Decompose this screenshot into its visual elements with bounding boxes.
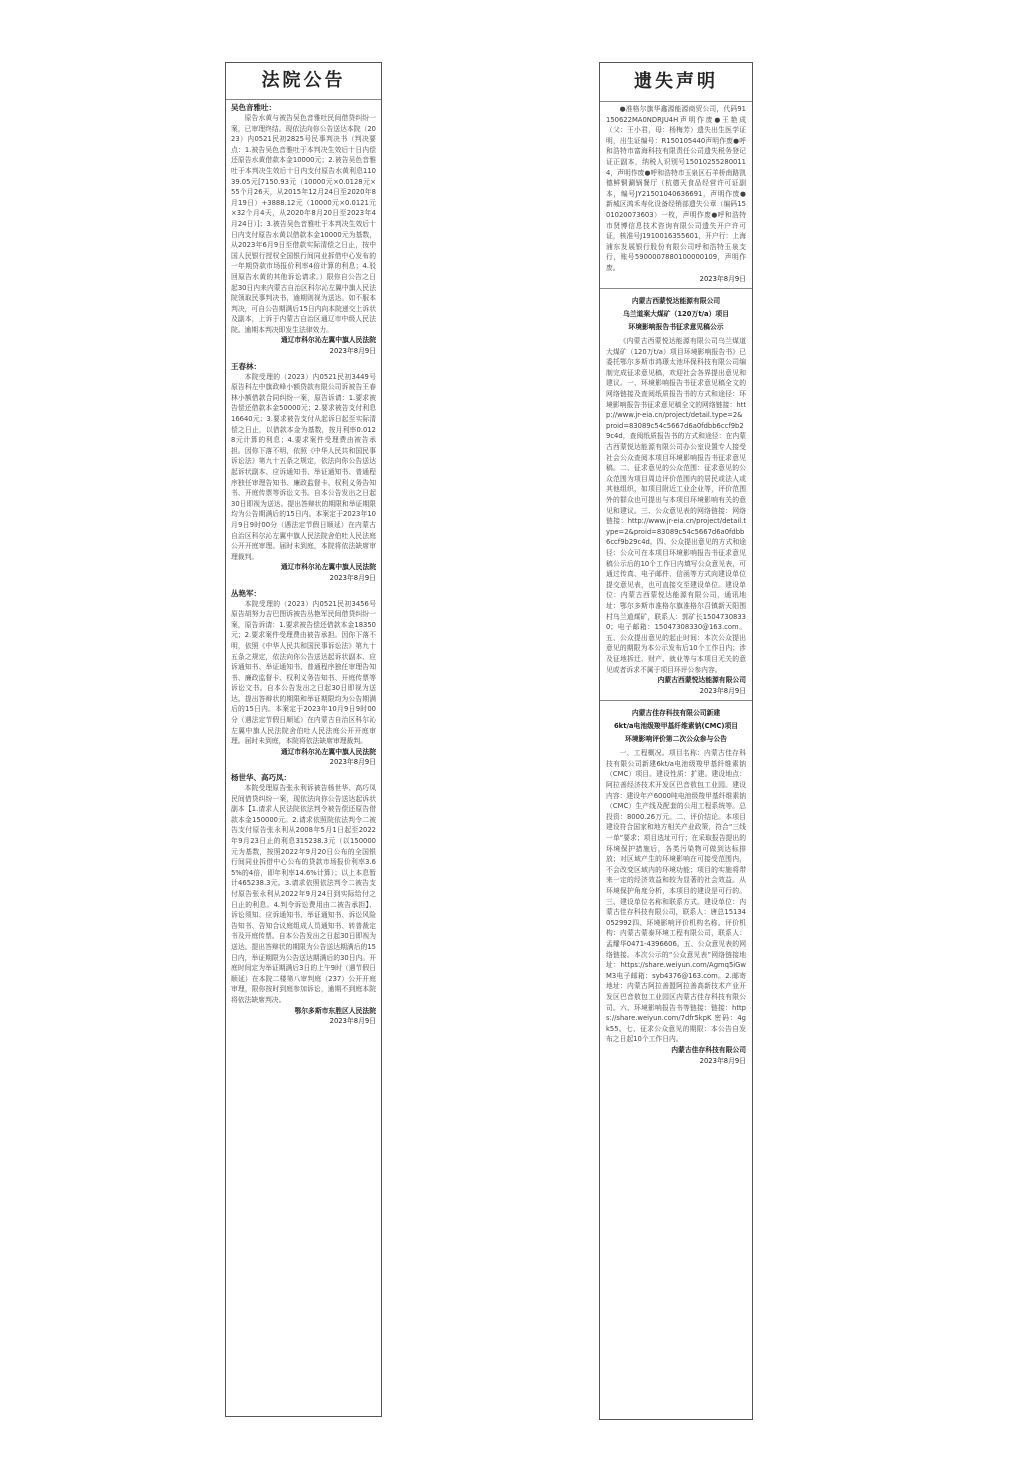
notice-addressee: 王春林： xyxy=(231,361,261,371)
eia-notice-header xyxy=(606,701,746,748)
notice-addressee: 杨世华、高巧凤： xyxy=(231,773,291,783)
eia-header-line: 环境影响评价第二次公众参与公告 xyxy=(625,735,727,744)
court-notice xyxy=(231,589,376,771)
loss-statement-title: 遗失声明 xyxy=(600,63,752,102)
eia-notice-section xyxy=(600,701,752,1070)
eia-notice-signer: 内蒙古佳存科技有限公司 xyxy=(671,1045,746,1054)
loss-statement-section xyxy=(600,63,752,289)
eia-notice-section xyxy=(600,289,752,701)
notice-body: 本院受理的（2023）内0521民初3456号原告胡努力吉巴图诉被告丛艳军民间借贷纠纷一案，原告诉请：1.要求被告偿还借款本金18350元；2.要求案件受理费由被告承担。因你下落不明，依照《中华人民共和国民事诉讼法》第九十五条之规定，依法向你公告送达起诉状副本、应诉通知书、举证通知书、普通程序独任审理告知书、廉政监督卡、权利义务告知书、开庭传票等诉讼文书。自本公告发出之日起30日即视为送达。提出答辩状的期限和举证期限均为公告期满后的15日内。本案定于2023年10月9日9时00分（遇法定节假日顺延）在内蒙古自治区科尔沁左翼中旗人民法院舍伯吐人民法庭公开开庭审理。届时未到庭，本院将依法缺席审理裁判。 xyxy=(231,599,376,746)
loss-statement-date: 2023年8月9日 xyxy=(699,274,746,283)
loss-statement-body: ●准格尔旗华鑫源能源商贸公司，代码91150622MA0NDRJU4H声明作废●王艳成（父：王小君，母：杨梅芳）遗失出生医学证明，出生证编号：R150105440声明作废●呼和浩特市富海科技有限责任公司遗失税务登记证正副本，纳税人识别号150102552800114，声明作废●呼和浩特市玉泉区石羊桥南路凯德鲜铜涮锅餐厅（杭德天食品经营许可证副本，编号JY21501040636691，声明作废●新城区鸿禾寿化设备经销部遗失公章（编码1501020073603）一枚，声明作废●呼和浩特市贤博信息技术咨询有限公司遗失开户许可证，核准号J1910016355601，开户行：上海浦东发展银行股份有限公司呼和浩特玉泉支行，账号5900007880100000109，声明作废。 xyxy=(606,105,746,272)
notice-addressee: 丛艳军： xyxy=(231,588,261,598)
notice-body: 本院受理的（2023）内0521民初3449号原告科左中旗政峰小额贷款有限公司诉被告王春林小额借款合同纠纷一案，原告诉请：1.要求被告偿还借款本金50000元；2.要求被告支付利息16640元；3.要求被告支付从起诉日起至实际清偿之日止，以借款本金为基数，按月利率0.0128元计算的利息；4.要求案件受理费由被告承担。因你下落不明，依照《中华人民共和国民事诉讼法》第九十五条之规定，依法向你公告送达起诉状副本、应诉通知书、举证通知书、普通程序独任审理告知书、廉政监督卡、权利义务告知书、开庭传票等诉讼文书。自本公告发出之日起30日即视为送达。提出答辩状的期限和举证期限均为公告期满后的15日内。本案定于2023年10月9日9时00分（遇法定节假日顺延）在内蒙古自治区科尔沁左翼中旗人民法院舍伯吐人民法庭公开开庭审理。届时未到庭，本院将依法缺席审理裁判。 xyxy=(231,372,376,561)
notice-signer: 鄂尔多斯市东胜区人民法院 xyxy=(294,1006,376,1015)
notice-body: 本院受理原告张永利诉被告杨世华、高巧凤民间借贷纠纷一案，现依法向你公告送达起诉状副本【1.请求人民法院依法判令被告偿还原告借款本金150000元。2.请求依照院依法判令二被告支付原告张永利从2008年5月1日起至2022年9月23日止的利息315238.3元（以150000元为基数，按照2022年9月20日公布的全国银行间同业拆借中心公布的贷款市场报价利率3.65%的4倍，即年利率14.6%计算）；以上本息暂计465238.3元。3.请求依照依法判令二被告支付原告张永利从2022年9月24日到实际给付之日止的利息。4.判令诉讼费用由二被告承担】、诉讼须知、应诉通知书、举证通知书、诉讼风险告知书、告知合议庭组成人员通知书、转普裁定书及开庭传票。自本公告发出之日起30日即视为送达。提出答辩状的期限为公告送达期满后的15日内，举证期限为公告送达期满后的30日内。开庭时间定为举证期满后3日的上午9时（遇节假日顺延）在本院二楼第八审判庭（237）公开开庭审理，限你按时到庭参加诉讼，逾期不到庭本院将依法缺席判决。 xyxy=(231,784,376,1004)
notice-date: 2023年8月9日 xyxy=(329,573,376,582)
eia-header-line: 环境影响报告书征求意见稿公示 xyxy=(628,323,724,332)
notice-date: 2023年8月9日 xyxy=(329,347,376,356)
court-announcement-title: 法院公告 xyxy=(226,63,381,100)
court-notice xyxy=(231,773,376,1029)
court-notice xyxy=(231,103,376,359)
eia-notice-signer: 内蒙古西蒙悦达能源有限公司 xyxy=(657,676,746,685)
eia-header-line: 6kt/a电池级羧甲基纤维素钠(CMC)项目 xyxy=(613,722,739,731)
eia-notice-header xyxy=(606,289,746,336)
eia-header-line: 内蒙古西蒙悦达能源有限公司 xyxy=(631,297,721,306)
right-announcement-column xyxy=(599,62,753,1420)
notice-body: 原告水黄与被告吴色音雅吐民间借贷纠纷一案，已审理终结。现依法向你公告送达本院（2023）内0521民初2825号民事判决书（判决要点：1.被告吴色音雅吐于本判决生效后十日内偿还原告水黄借款本金10000元；2.被告吴色音雅吐于本判决生效后十日内支付原告水黄利息11039.05元[7150.93元（10000元×0.0128元×55个月26天，从2015年12月24日至2020年8月19日）+3888.12元（10000元×0.0121元×32个月4天，从2020年8月20日至2023年4月24日）]；3.被告吴色音雅吐于本判决生效后十日内支付原告水黄以借款本金10000元为基数，从2023年6月9日至借款实际清偿之日止，按中国人民银行授权全国银行间同业拆借中心发布的一年期贷款市场报价利率4倍计算的利息；4.驳回原告水黄的其他诉讼请求。）限你自公告之日起30日内来内蒙古自治区科尔沁左翼中旗人民法院领取民事判决书，逾期则视为送达。如不服本判决，可自公告期满后15日内向本院递交上诉状及副本，上诉于内蒙古自治区通辽市中级人民法院。逾期本判决即发生法律效力。 xyxy=(231,114,376,334)
notice-signer: 通辽市科尔沁左翼中旗人民法院 xyxy=(280,747,376,756)
eia-notice-date: 2023年8月9日 xyxy=(699,1056,746,1065)
notice-signer: 通辽市科尔沁左翼中旗人民法院 xyxy=(280,563,376,572)
notice-addressee: 吴色音雅吐： xyxy=(231,103,276,112)
notice-signer: 通辽市科尔沁左翼中旗人民法院 xyxy=(280,336,376,345)
notice-date: 2023年8月9日 xyxy=(329,1017,376,1026)
eia-header-line: 乌兰道案大煤矿（120万t/a）项目 xyxy=(622,310,730,319)
eia-header-line: 内蒙古佳存科技有限公司新建 xyxy=(631,709,721,718)
court-notice xyxy=(231,362,376,586)
court-announcement-column xyxy=(225,62,382,1417)
notice-date: 2023年8月9日 xyxy=(329,758,376,767)
eia-notice-body: 一、工程概况。项目名称：内蒙古佳存科技有限公司新建6kt/a电池级羧甲基纤维素钠（CMC）项目。建设性质：扩建。建设地点：阿拉善经济技术开发区巴音敖包工业园。建设内容：建设年产6000吨电池级羧甲基纤维素钠（CMC）生产线及配套的公用工程系统等。总投资：8000.26万元。二、评价结论。本项目建设符合国家和地方相关产业政策，符合“三线一单”要求；项目选址可行；在采取报告提出的环境保护措施后，各类污染物可做到达标排放；对区域产生的环境影响在可接受范围内，不会改变区域内的环境功能；项目的实施将带来一定的经济效益和较为显著的社会效益。从环境保护角度分析，本项目的建设是可行的。三、建设单位名称和联系方式。建设单位：内蒙古佳存科技有限公司，联系人：唐总15134052992四、环境影响评价机构名称。评价机构：内蒙古蒙泰环境工程有限公司，联系人：孟耀华0471-4396606。五、公众意见表的网络链接。本次公示的“公众意见表”网络链接地址：https://share.weiyun.com/Agmq5iGwM3电子邮箱：syb4376@163.com。2.邮寄地址：内蒙古阿拉善盟阿拉善高新技术产业开发区巴音敖包工业园区内蒙古佳存科技有限公司。六、环境影响报告书等链接：链接：https://share.weiyun.com/7dfr5kpK 密码：4gk55。七、征求公众意见的期限：本公告自发布之日起10个工作日内。 xyxy=(606,749,746,1044)
eia-notice-body: 《内蒙古西蒙悦达能源有限公司乌兰煤道大煤矿（120万t/a）项目环境影响报告书》已委托鄂尔多斯市鸿璟太池环保科技有限公司编制完成征求意见稿，欢迎社会各界提出意见和建议。一、环境影响报告书征求意见稿全文的网络链接及查阅纸质报告书的方式和途径：环境影响报告书征求意见稿全文的网络链接：http://www.jr-eia.cn/project/detail.type=2&proid=83089c54c5667d6a0fdbb6ccf9b29c4d，查阅纸质报告书的方式和途径：在内蒙古西蒙悦达能源有限公司办公室设置专人接受社会公众查阅本项目环境影响报告书征求意见稿。二、征求意见的公众范围：征求意见的公众范围为项目周边评价范围内的居民或法人或其他组织，如项目附近工业企业等，评价范围外的群众也可提出与本项目环境影响有关的意见和建议。三、公众意见表的网络链接：网络链接：http://www.jr-eia.cn/project/detail.type=2&proid=83089c54c5667d6a0fdbb6ccf9b29c4d。四、公众提出意见的方式和途径：公众可在本项目环境影响报告书征求意见稿公示后的10个工作日内填写公众意见表，可通过传真、电子邮件、信函等方式向建设单位提交意见表，也可直接交至建设单位。建设单位：内蒙古西蒙悦达能源有限公司，通讯地址：鄂尔多斯市准格尔旗准格尔召镇新天阳围村乌兰道煤矿，联系人：郭矿长15047308330；电子邮箱：15047308330@163.com。五、公众提出意见的起止时间：本次公众提出意见的期限为本公示发布后10个工作日内；涉及征地拆迁、财产、就业等与本项目无关的意见或者诉求不属于项目环评公参内容。 xyxy=(606,337,746,674)
eia-notice-date: 2023年8月9日 xyxy=(699,686,746,695)
